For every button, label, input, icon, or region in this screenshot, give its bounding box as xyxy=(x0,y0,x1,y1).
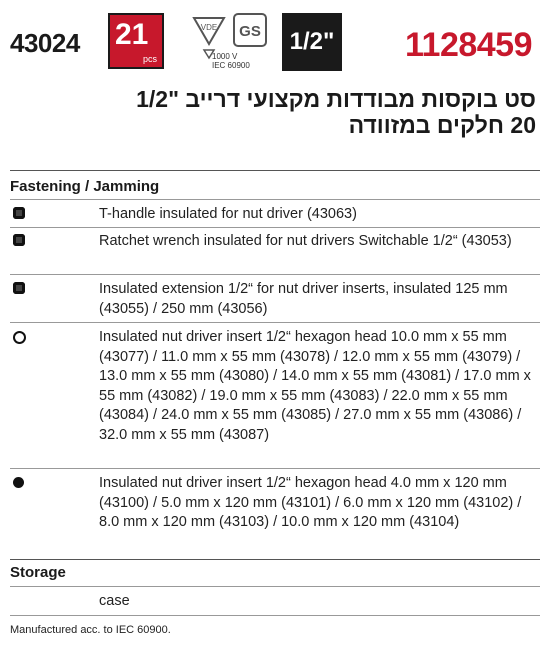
row-divider xyxy=(10,615,540,616)
row-divider xyxy=(10,322,540,323)
row-divider xyxy=(10,199,540,200)
hexagon-insert-dot-icon xyxy=(13,477,24,488)
standard-line: IEC 60900 xyxy=(212,61,250,70)
pieces-label: pcs xyxy=(142,54,157,64)
drive-size-badge: 1/2" xyxy=(282,13,342,71)
section-heading-fastening: Fastening / Jamming xyxy=(10,178,160,195)
product-title xyxy=(6,86,536,138)
row-divider xyxy=(10,586,540,587)
voltage-line: 1000 V xyxy=(212,52,238,61)
article-number: 43024 xyxy=(10,28,80,58)
item-text: Insulated nut driver insert 1/2“ hexagon head 4.0 mm x 120 mm (43100) / 5.0 mm x 120 mm (43101) / 6.0 mm x 120 mm (43102) / 8.0 mm x 120 mm (43103) / 10.0 mm x 120 mm (43104) xyxy=(99,475,522,530)
row-divider xyxy=(10,227,540,228)
item-text: T-handle insulated for nut driver (43063) xyxy=(99,206,357,222)
item-text: Ratchet wrench insulated for nut drivers Switchable 1/2“ (43053) xyxy=(99,233,512,249)
pieces-badge xyxy=(108,13,164,69)
product-header xyxy=(0,0,550,80)
row-divider xyxy=(10,274,540,275)
hexagon-insert-ring-icon xyxy=(13,331,26,344)
footer-note: Manufactured acc. to IEC 60900. xyxy=(10,624,171,636)
insulated-tool-icon xyxy=(13,234,25,246)
vde-mark: VDE xyxy=(200,23,218,32)
gs-mark: GS xyxy=(239,23,261,40)
insulated-tool-icon xyxy=(13,207,25,219)
pieces-count: 21 xyxy=(115,18,149,51)
product-number: 1128459 xyxy=(405,26,532,64)
row-divider xyxy=(10,468,540,469)
title-line-2: 20 חלקים במזוודה xyxy=(348,112,536,138)
voltage-rating xyxy=(212,52,250,70)
section-divider xyxy=(10,170,540,171)
section-divider xyxy=(10,559,540,560)
title-line-1: סט בוקסות מבודדות מקצועי דרייב "1/2 xyxy=(136,86,536,112)
section-heading-storage: Storage xyxy=(10,564,66,581)
item-text: Insulated nut driver insert 1/2“ hexagon head 10.0 mm x 55 mm (43077) / 11.0 mm x 55 mm (43078) / 12.0 mm x 55 mm (43079) / 13.0 mm x 55 mm (43080) / 14.0 mm x 55 mm (43081) / 17.0 mm x 55 mm (43082) / 19.0 mm x 55 mm (43083) / 22.0 mm x 55 mm (43084) / 24.0 mm x 55 mm (43085) / 27.0 mm x 55 mm (43086) / 32.0 mm x 55 mm (43087) xyxy=(99,329,531,443)
item-text: Insulated extension 1/2“ for nut driver inserts, insulated 125 mm (43055) / 250 mm (43056) xyxy=(99,281,508,317)
insulated-tool-icon xyxy=(13,282,25,294)
item-text: case xyxy=(99,593,130,609)
